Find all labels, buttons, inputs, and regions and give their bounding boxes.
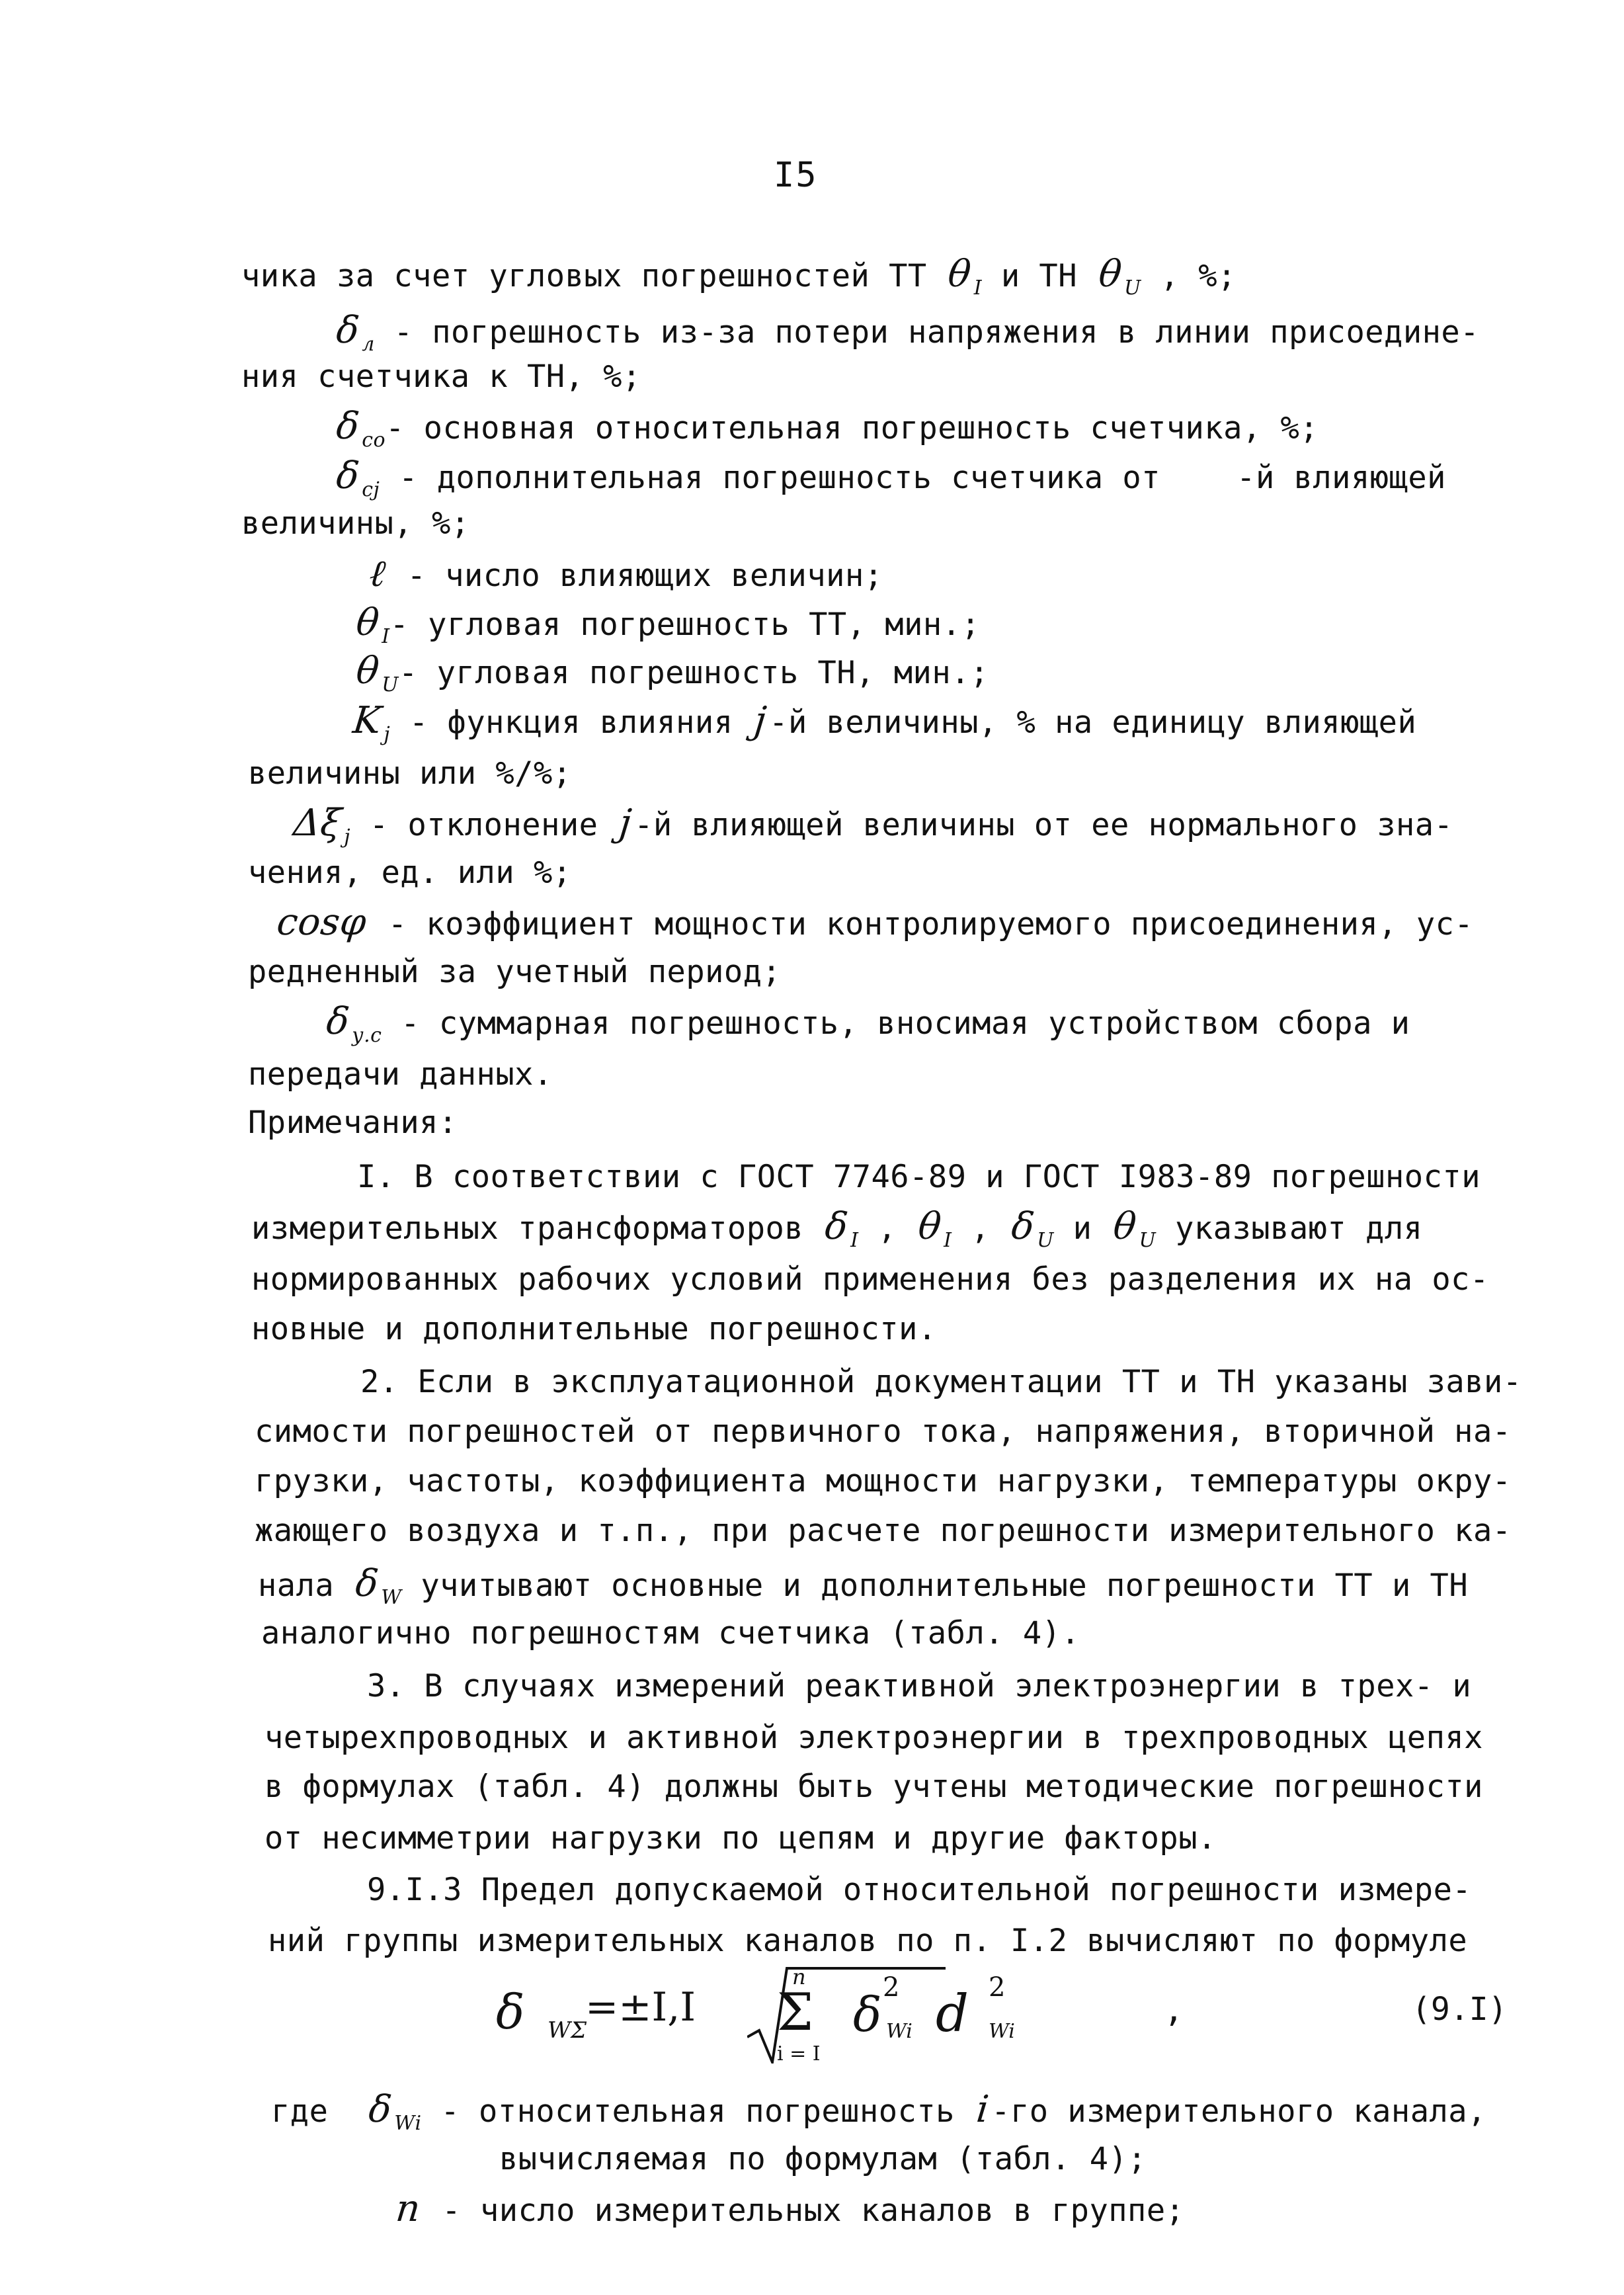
line-text: -й влияющей величины от ее нормального зна-: [634, 807, 1453, 843]
l-symbol: ℓ: [367, 552, 388, 595]
sum-upper-limit: n: [792, 1964, 806, 1989]
text-line: передачи данных.: [248, 1056, 553, 1093]
sum-lower-limit: i = I: [777, 2042, 821, 2066]
text-line: от несимметрии нагрузки по цепям и другие факторы.: [264, 1820, 1217, 1857]
delta-symbol: δ: [334, 405, 362, 448]
subscript: W: [381, 1586, 402, 1609]
note-1: I. В соответствии с ГОСТ 7746-89 и ГОСТ I983-89 погрешности: [357, 1159, 1481, 1195]
line-text: указывают для: [1175, 1210, 1423, 1247]
line-text: - угловая погрешность ТТ, мин.;: [389, 606, 981, 643]
text-line: четырехпроводных и активной электроэнергии в трехпроводных цепях: [264, 1720, 1483, 1756]
text-line: [241, 255, 1237, 308]
line-text: - дополнительная погрешность счетчика от -й влияющей: [399, 460, 1446, 496]
subscript: U: [1124, 276, 1141, 300]
delta-symbol: δ: [324, 1000, 352, 1043]
subscript: i: [415, 2112, 422, 2135]
line-text: - основная относительная погрешность счетчика, %;: [386, 410, 1319, 446]
subscript: у.с: [352, 1024, 382, 1047]
text-line: редненный за учетный период;: [248, 954, 782, 990]
delta-symbol: δ: [1009, 1205, 1037, 1248]
line-text: - суммарная погрешность, вносимая устройством сбора и: [401, 1005, 1410, 1042]
line-text: -й величины, % на единицу влияющей: [769, 704, 1417, 741]
subscript: U: [1139, 1229, 1157, 1252]
formula-term-d: d: [936, 1984, 969, 2044]
line-text: - отклонение: [369, 807, 598, 843]
theta-symbol: θ: [1111, 1205, 1139, 1248]
n-symbol: n: [393, 2187, 423, 2230]
text-line: чения, ед. или %;: [248, 855, 572, 891]
line-text: измерительных трансформаторов: [251, 1210, 804, 1247]
note-2: 2. Если в эксплуатационной документации ТТ и ТН указаны зави-: [360, 1364, 1522, 1400]
page-number: I5: [774, 155, 818, 195]
line-text: - угловая погрешность ТН, мин.;: [399, 655, 989, 691]
subscript: I: [850, 1229, 859, 1252]
text-line: новные и дополнительные погрешности.: [251, 1311, 937, 1347]
definition-line: [350, 701, 1416, 755]
definition-line: [334, 311, 1479, 364]
text-line: величины, %;: [241, 505, 470, 542]
line-text: - функция влияния: [409, 704, 733, 741]
subscript: j: [344, 825, 351, 849]
formula-comma: ,: [1164, 1991, 1184, 2029]
k-symbol: K: [350, 699, 384, 742]
text-line: величины или %/%;: [248, 755, 572, 792]
theta-symbol: θ: [354, 601, 382, 644]
subscript: co: [362, 429, 386, 452]
definition-line: [274, 903, 1473, 944]
text-line: симости погрешностей от первичного тока, напряжения, вторичной на-: [255, 1413, 1512, 1450]
subscript: л: [362, 333, 375, 356]
line-text: нала: [258, 1567, 335, 1604]
formula-term-d-power: 2: [989, 1972, 1006, 2003]
notes-heading: Примечания:: [248, 1105, 458, 1141]
subscript: W: [394, 2112, 415, 2135]
theta-symbol: θ: [946, 253, 974, 296]
formula-term-delta-subscript: Wi: [886, 2020, 913, 2043]
formula-number: (9.I): [1412, 1991, 1508, 2028]
subscript: I: [382, 625, 390, 648]
theta-symbol: θ: [354, 649, 382, 692]
formula-9-1: [496, 1964, 1508, 2070]
text-line: измерительных трансформаторов $\delta_I$ , $\theta_I$ , $\delta_U$ и $\theta_U$ указывают для: [251, 1205, 1423, 1252]
delta-symbol: δ: [366, 2088, 394, 2131]
section-9-1-3: 9.I.3 Предел допускаемой относительной погрешности измере-: [367, 1872, 1472, 1908]
line-text: -го измерительного канала,: [991, 2093, 1486, 2130]
delta-symbol: δ: [334, 454, 362, 497]
line-text: - относительная погрешность: [440, 2093, 955, 2130]
formula-term-d-subscript: Wi: [989, 2020, 1015, 2043]
delta-xi-symbol: Δξ: [291, 802, 344, 845]
formula-term-delta: δ: [853, 1987, 882, 2042]
theta-symbol: θ: [1096, 253, 1124, 296]
text-line: в формулах (табл. 4) должны быть учтены методические погрешности: [264, 1769, 1483, 1805]
line-text: чика за счет угловых погрешностей ТТ: [241, 258, 927, 294]
line-text: учитывают основные и дополнительные погрешности ТТ и ТН: [421, 1567, 1469, 1604]
line-text: - число влияющих величин;: [407, 558, 883, 594]
line-text: - число измерительных каналов в группе;: [442, 2192, 1185, 2229]
subscript: cj: [362, 478, 380, 501]
subscript: I: [944, 1229, 952, 1252]
definition-line: [291, 804, 1453, 857]
formula-equals: =±I,I: [585, 1984, 696, 2030]
where-line: [393, 2189, 1184, 2231]
definition-line: [334, 407, 1319, 460]
theta-symbol: θ: [916, 1205, 944, 1248]
line-text: - коэффициент мощности контролируемого присоединения, ус-: [387, 906, 1474, 942]
subscript: U: [1037, 1229, 1054, 1252]
text-line: аналогично погрешностям счетчика (табл. 4).: [261, 1615, 1080, 1651]
definition-line: [354, 651, 989, 705]
text-line: ния счетчика к ТН, %;: [241, 358, 641, 395]
i-symbol: i: [974, 2088, 991, 2131]
delta-symbol: δ: [353, 1562, 381, 1605]
text-line: ний группы измерительных каналов по п. I.2 вычисляют по формуле: [268, 1923, 1468, 1959]
where-line: [271, 2090, 1486, 2144]
definition-line: [334, 456, 1446, 510]
sum-sign: Σ: [777, 1983, 814, 2042]
cos-phi-symbol: cosφ: [274, 901, 369, 944]
definition-line: [324, 1002, 1410, 1056]
line-text: , %;: [1160, 258, 1237, 294]
j-symbol: j: [752, 699, 769, 742]
delta-symbol: δ: [823, 1205, 850, 1248]
formula-lhs-subscript: WΣ: [548, 2017, 587, 2044]
delta-symbol: δ: [334, 309, 362, 352]
text-line: [258, 1564, 1468, 1618]
definition-line: [367, 554, 883, 596]
line-text: - погрешность из-за потери напряжения в линии присоедине-: [393, 314, 1480, 351]
text-line: нормированных рабочих условий применения без разделения их на ос-: [251, 1261, 1489, 1298]
where-lead: где: [271, 2093, 329, 2130]
note-3: 3. В случаях измерений реактивной электроэнергии в трех- и: [367, 1668, 1472, 1704]
subscript: I: [973, 276, 983, 300]
text-line: жающего воздуха и т.п., при расчете погрешности измерительного ка-: [255, 1513, 1512, 1549]
formula-term-delta-power: 2: [883, 1972, 900, 2003]
text-line: грузки, частоты, коэффициента мощности нагрузки, температуры окру-: [255, 1463, 1512, 1499]
subscript: j: [384, 723, 391, 746]
definition-line: [354, 603, 980, 657]
subscript: U: [382, 673, 399, 696]
j-symbol: j: [617, 802, 634, 845]
formula-lhs: δ: [496, 1984, 525, 2040]
line-text: и ТН: [1000, 258, 1078, 294]
text-line: вычисляемая по формулам (табл. 4);: [499, 2141, 1147, 2177]
